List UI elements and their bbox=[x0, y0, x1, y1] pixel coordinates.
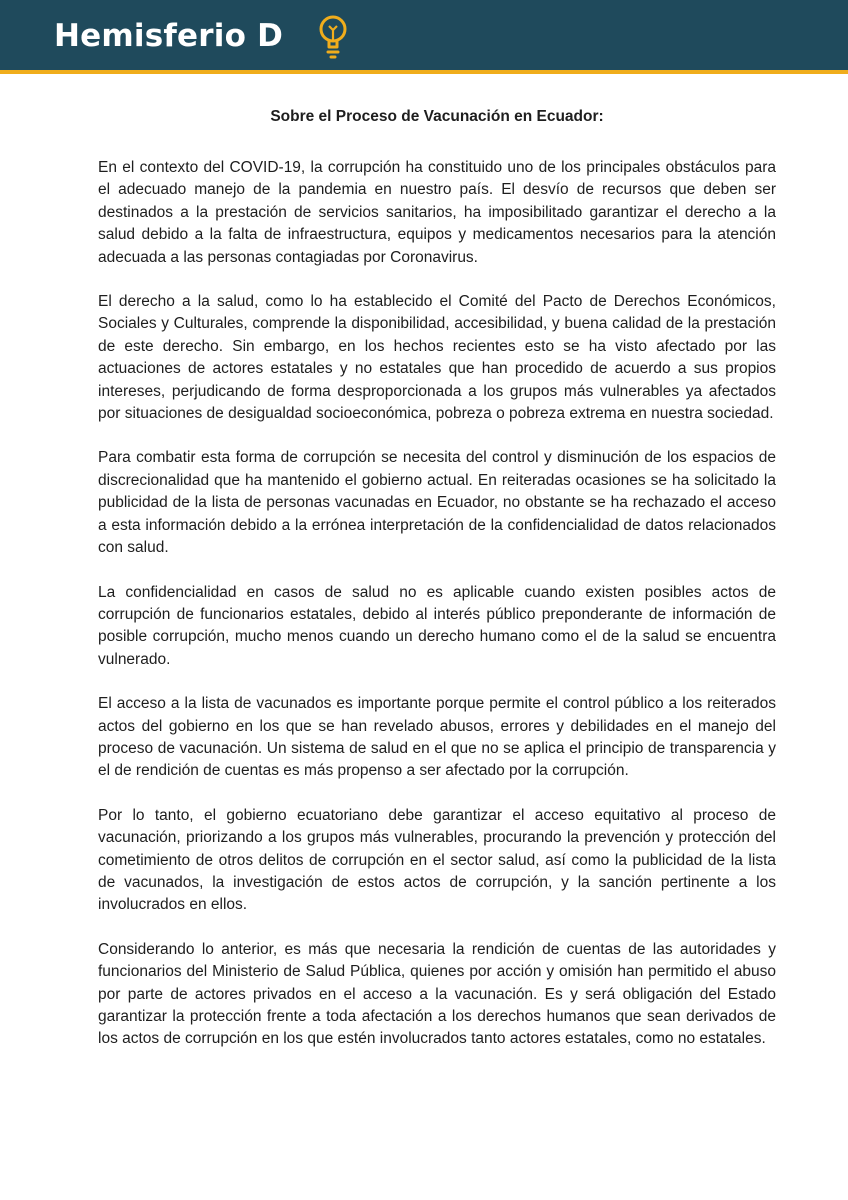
document-title: Sobre el Proceso de Vacunación en Ecuador: bbox=[270, 108, 604, 125]
paragraph-1: En el contexto del COVID-19, la corrupción ha constituido uno de los principales obstáculos para el adecuado manejo de la pandemia en nuestro país. El desvío de recursos que deben ser destinados a la prestación de servicios sanitarios, ha imposibilitado garantizar el derecho a la salud debido a la falta de infraestructura, equipos y medicamentos necesarios para la atención adecuada a las personas contagiadas por Coronavirus. bbox=[98, 159, 776, 266]
document-body bbox=[98, 106, 776, 1073]
paragraph-7: Considerando lo anterior, es más que necesaria la rendición de cuentas de las autoridades y funcionarios del Ministerio de Salud Pública, quienes por acción y omisión han permitido el abuso por parte de actores privados en el acceso a la vacunación. Es y será obligación del Estado garantizar la protección frente a toda afectación a los derechos humanos que sean derivados de los actos de corrupción en los que estén involucrados tanto actores estatales, como no estatales. bbox=[98, 940, 776, 1048]
paragraph-3: Para combatir esta forma de corrupción se necesita del control y disminución de los espacios de discrecionalidad que ha mantenido el gobierno actual. En reiteradas ocasiones se ha solicitado la publicidad de la lista de personas vacunadas en Ecuador, no obstante se ha rechazado el acceso a esta información debido a la errónea interpretación de la confidencialidad de datos relacionados con salud. bbox=[98, 449, 776, 557]
paragraph-4: La confidencialidad en casos de salud no es aplicable cuando existen posibles actos de corrupción de funcionarios estatales, debido al interés público preponderante de información de posible corrupción, mucho menos cuando un derecho humano como el de la salud se encuentra vulnerado. bbox=[98, 583, 776, 668]
brand-name: Hemisferio D bbox=[54, 18, 283, 54]
header-bar bbox=[0, 0, 848, 74]
paragraph-5: El acceso a la lista de vacunados es importante porque permite el control público a los reiterados actos del gobierno en los que se han revelado abusos, errores y debilidades en el manejo del proceso de vacunación. Un sistema de salud en el que no se aplica el principio de transparencia y el de rendición de cuentas es más propenso a ser afectado por la corrupción. bbox=[98, 695, 776, 780]
lightbulb-icon bbox=[316, 12, 350, 62]
paragraph-6: Por lo tanto, el gobierno ecuatoriano debe garantizar el acceso equitativo al proceso de vacunación, priorizando a los grupos más vulnerables, procurando la prevención y protección del cometimiento de otros delitos de corrupción en el sector salud, así como la publicidad de la lista de vacunados, la investigación de estos actos de corrupción, y la sanción pertinente a los involucrados en ellos. bbox=[98, 806, 776, 914]
paragraph-2: El derecho a la salud, como lo ha establecido el Comité del Pacto de Derechos Económicos, Sociales y Culturales, comprende la disponibilidad, accesibilidad, y buena calidad de la prestación de este derecho. Sin embargo, en los hechos recientes esto se ha visto afectado por las actuaciones de actores estatales y no estatales que han procedido de acuerdo a sus propios intereses, perjudicando de forma desproporcionada a los grupos más vulnerables ya afectados por situaciones de desigualdad socioeconómica, pobreza o pobreza extrema en nuestra sociedad. bbox=[98, 293, 776, 423]
